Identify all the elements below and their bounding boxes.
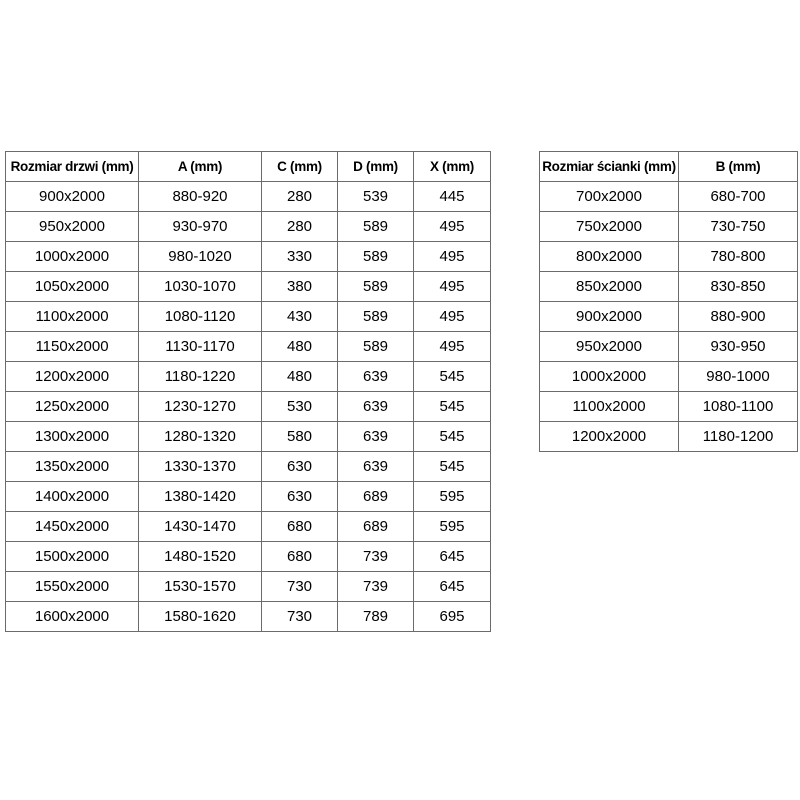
table-cell: 545	[414, 452, 491, 482]
table-cell: 495	[414, 332, 491, 362]
table-cell: 689	[338, 482, 414, 512]
door-sizes-table-body	[6, 182, 491, 632]
table-cell: 980-1020	[139, 242, 262, 272]
table-cell: 1400x2000	[6, 482, 139, 512]
table-cell: 1300x2000	[6, 422, 139, 452]
table-row	[540, 302, 798, 332]
wall-panel-sizes-table-body	[540, 182, 798, 452]
table-cell: 530	[262, 392, 338, 422]
table-cell: 750x2000	[540, 212, 679, 242]
table-cell: 1180-1200	[679, 422, 798, 452]
table-cell: 980-1000	[679, 362, 798, 392]
table-cell: 730	[262, 602, 338, 632]
table-cell: 1580-1620	[139, 602, 262, 632]
header-row	[540, 152, 798, 182]
table-row	[6, 542, 491, 572]
table-cell: 689	[338, 512, 414, 542]
table-cell: 1500x2000	[6, 542, 139, 572]
table-cell: 1330-1370	[139, 452, 262, 482]
table-cell: 800x2000	[540, 242, 679, 272]
table-cell: 830-850	[679, 272, 798, 302]
table-cell: 280	[262, 212, 338, 242]
table-cell: 1230-1270	[139, 392, 262, 422]
table-cell: 545	[414, 392, 491, 422]
table-cell: 1350x2000	[6, 452, 139, 482]
table-cell: 630	[262, 452, 338, 482]
table-cell: 730	[262, 572, 338, 602]
table-row	[540, 332, 798, 362]
wall-panel-sizes-table-head	[540, 152, 798, 182]
table-row	[540, 392, 798, 422]
table-cell: 730-750	[679, 212, 798, 242]
table-cell: 850x2000	[540, 272, 679, 302]
table-cell: 1480-1520	[139, 542, 262, 572]
table-cell: 680	[262, 542, 338, 572]
table-cell: 630	[262, 482, 338, 512]
table-row	[540, 242, 798, 272]
table-cell: 545	[414, 362, 491, 392]
column-header: D (mm)	[338, 152, 414, 182]
table-row	[6, 392, 491, 422]
table-cell: 739	[338, 572, 414, 602]
table-cell: 950x2000	[6, 212, 139, 242]
table-cell: 645	[414, 572, 491, 602]
table-cell: 1380-1420	[139, 482, 262, 512]
table-row	[6, 332, 491, 362]
table-cell: 739	[338, 542, 414, 572]
table-row	[6, 272, 491, 302]
table-cell: 1550x2000	[6, 572, 139, 602]
table-cell: 900x2000	[6, 182, 139, 212]
table-cell: 1050x2000	[6, 272, 139, 302]
table-cell: 639	[338, 392, 414, 422]
table-cell: 595	[414, 482, 491, 512]
column-header: C (mm)	[262, 152, 338, 182]
table-cell: 1130-1170	[139, 332, 262, 362]
table-cell: 1600x2000	[6, 602, 139, 632]
table-cell: 680	[262, 512, 338, 542]
table-row	[6, 572, 491, 602]
table-row	[6, 212, 491, 242]
table-row	[6, 452, 491, 482]
table-cell: 1430-1470	[139, 512, 262, 542]
table-row	[6, 512, 491, 542]
table-cell: 780-800	[679, 242, 798, 272]
table-cell: 589	[338, 302, 414, 332]
table-row	[6, 242, 491, 272]
table-cell: 1000x2000	[540, 362, 679, 392]
table-cell: 880-920	[139, 182, 262, 212]
door-sizes-table-head	[6, 152, 491, 182]
table-cell: 1100x2000	[540, 392, 679, 422]
table-cell: 880-900	[679, 302, 798, 332]
column-header: Rozmiar drzwi (mm)	[6, 152, 139, 182]
table-cell: 1080-1120	[139, 302, 262, 332]
column-header: Rozmiar ścianki (mm)	[540, 152, 679, 182]
table-cell: 900x2000	[540, 302, 679, 332]
table-cell: 545	[414, 422, 491, 452]
table-cell: 680-700	[679, 182, 798, 212]
table-cell: 1030-1070	[139, 272, 262, 302]
table-row	[6, 602, 491, 632]
table-cell: 445	[414, 182, 491, 212]
table-cell: 280	[262, 182, 338, 212]
table-row	[540, 422, 798, 452]
table-row	[6, 182, 491, 212]
table-cell: 930-950	[679, 332, 798, 362]
table-cell: 695	[414, 602, 491, 632]
table-cell: 645	[414, 542, 491, 572]
column-header: A (mm)	[139, 152, 262, 182]
table-cell: 1530-1570	[139, 572, 262, 602]
table-cell: 330	[262, 242, 338, 272]
table-cell: 589	[338, 272, 414, 302]
table-row	[6, 362, 491, 392]
table-cell: 1200x2000	[6, 362, 139, 392]
table-cell: 1280-1320	[139, 422, 262, 452]
table-cell: 495	[414, 302, 491, 332]
table-cell: 639	[338, 362, 414, 392]
table-cell: 930-970	[139, 212, 262, 242]
header-row	[6, 152, 491, 182]
table-cell: 539	[338, 182, 414, 212]
wall-panel-sizes-table	[539, 151, 798, 452]
table-cell: 595	[414, 512, 491, 542]
table-cell: 639	[338, 452, 414, 482]
table-cell: 1200x2000	[540, 422, 679, 452]
table-cell: 1080-1100	[679, 392, 798, 422]
table-cell: 589	[338, 332, 414, 362]
table-cell: 700x2000	[540, 182, 679, 212]
door-sizes-table	[5, 151, 491, 632]
column-header: X (mm)	[414, 152, 491, 182]
table-cell: 1100x2000	[6, 302, 139, 332]
table-cell: 580	[262, 422, 338, 452]
table-cell: 495	[414, 272, 491, 302]
table-cell: 1450x2000	[6, 512, 139, 542]
table-row	[540, 362, 798, 392]
column-header: B (mm)	[679, 152, 798, 182]
table-cell: 789	[338, 602, 414, 632]
table-cell: 1180-1220	[139, 362, 262, 392]
table-cell: 1250x2000	[6, 392, 139, 422]
table-cell: 495	[414, 212, 491, 242]
table-cell: 589	[338, 212, 414, 242]
table-cell: 1150x2000	[6, 332, 139, 362]
table-row	[540, 212, 798, 242]
table-cell: 380	[262, 272, 338, 302]
table-cell: 1000x2000	[6, 242, 139, 272]
table-row	[6, 422, 491, 452]
table-row	[6, 482, 491, 512]
table-cell: 950x2000	[540, 332, 679, 362]
table-cell: 589	[338, 242, 414, 272]
table-row	[6, 302, 491, 332]
table-cell: 430	[262, 302, 338, 332]
table-cell: 480	[262, 332, 338, 362]
table-row	[540, 182, 798, 212]
table-cell: 480	[262, 362, 338, 392]
table-cell: 495	[414, 242, 491, 272]
table-cell: 639	[338, 422, 414, 452]
table-row	[540, 272, 798, 302]
